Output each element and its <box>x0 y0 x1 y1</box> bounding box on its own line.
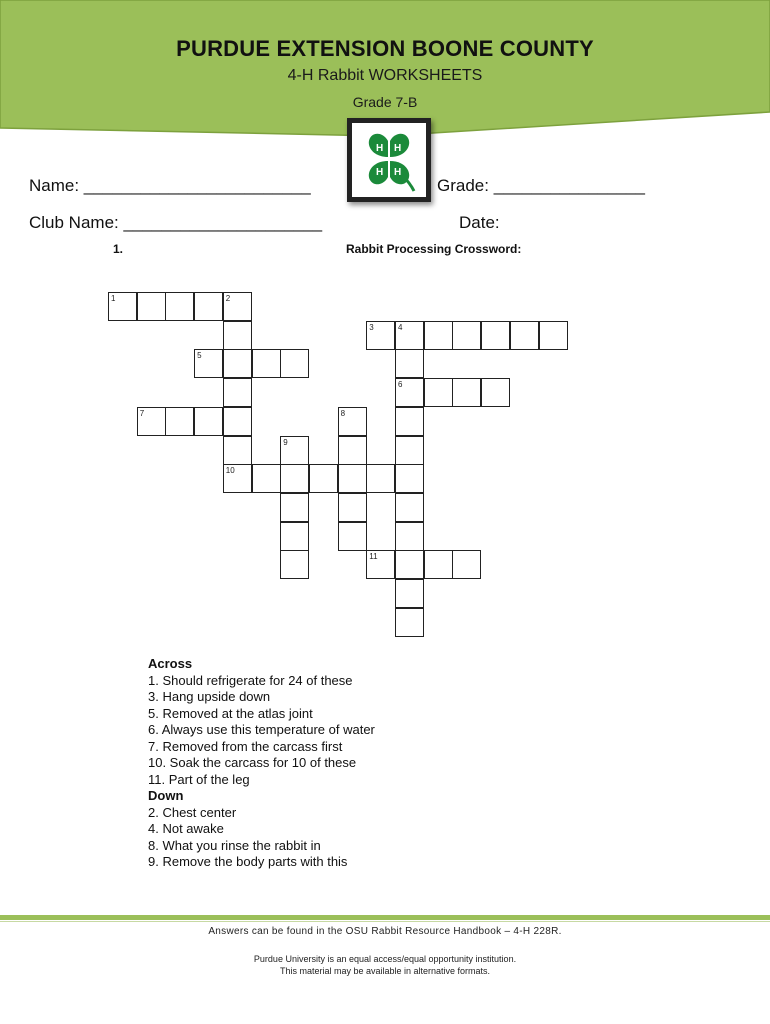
crossword-cell[interactable] <box>395 550 424 579</box>
page-title: PURDUE EXTENSION BOONE COUNTY <box>176 36 594 61</box>
svg-text:H: H <box>376 167 384 178</box>
across-clue: 10. Soak the carcass for 10 of these <box>148 755 357 770</box>
club-name-field[interactable]: Club Name: _____________________ <box>29 213 323 232</box>
across-clue: 1. Should refrigerate for 24 of these <box>148 672 353 688</box>
crossword-cell[interactable] <box>280 464 309 493</box>
crossword-cell[interactable] <box>137 407 166 436</box>
worksheet-subtitle: 4-H Rabbit WORKSHEETS <box>287 67 483 84</box>
down-clue: 8. What you rinse the rabbit in <box>148 837 321 853</box>
crossword-cell[interactable] <box>395 579 424 608</box>
crossword-cell[interactable] <box>252 464 281 493</box>
crossword-cell[interactable] <box>395 464 424 493</box>
across-clue: 7. Removed from the carcass first <box>148 738 343 754</box>
crossword-cell[interactable] <box>280 436 309 465</box>
crossword-cell[interactable] <box>194 407 223 436</box>
crossword-cell[interactable] <box>252 349 281 378</box>
crossword-cell[interactable] <box>395 378 424 407</box>
crossword-cell[interactable] <box>194 349 223 378</box>
clues-list <box>148 656 375 871</box>
across-clue: 11. Part of the leg <box>148 771 250 787</box>
crossword-cell[interactable] <box>137 292 166 321</box>
clue-number: 5 <box>197 351 202 361</box>
crossword-cell[interactable] <box>165 407 194 436</box>
crossword-cell[interactable] <box>309 464 338 493</box>
crossword-cell[interactable] <box>424 321 453 350</box>
crossword-cell[interactable] <box>338 407 367 436</box>
svg-text:H: H <box>376 143 384 154</box>
across-clue: 5. Removed at the atlas joint <box>148 705 313 721</box>
crossword-cell[interactable] <box>280 493 309 522</box>
footer-divider <box>0 915 770 920</box>
crossword-cell[interactable] <box>366 321 395 350</box>
crossword-cell[interactable] <box>194 292 223 321</box>
crossword-cell[interactable] <box>280 349 309 378</box>
crossword-cell[interactable] <box>108 292 137 321</box>
crossword-cell[interactable] <box>481 378 510 407</box>
down-clue: 2. Chest center <box>148 804 237 820</box>
footer-divider-thin <box>0 921 770 922</box>
grade-field[interactable]: Grade: ________________ <box>437 176 645 195</box>
crossword-cell[interactable] <box>223 407 252 436</box>
crossword-cell[interactable] <box>223 464 252 493</box>
crossword-cell[interactable] <box>338 464 367 493</box>
clue-number: 6 <box>398 380 403 390</box>
clue-number: 4 <box>398 322 403 332</box>
down-header: Down <box>148 788 184 803</box>
answers-note: Answers can be found in the OSU Rabbit Resource Handbook – 4-H 228R. <box>208 926 562 937</box>
down-clue: 9. Remove the body parts with this <box>148 854 348 869</box>
crossword-cell[interactable] <box>223 378 252 407</box>
puzzle-title: Rabbit Processing Crossword: <box>346 242 522 256</box>
clue-number: 11 <box>369 552 378 562</box>
crossword-cell[interactable] <box>424 550 453 579</box>
crossword-cell[interactable] <box>395 608 424 637</box>
crossword-cell[interactable] <box>338 522 367 551</box>
crossword-cell[interactable] <box>452 321 481 350</box>
clue-number: 9 <box>283 437 288 447</box>
crossword-cell[interactable] <box>165 292 194 321</box>
crossword-cell[interactable] <box>223 436 252 465</box>
across-clue: 3. Hang upside down <box>148 689 271 704</box>
question-number: 1. <box>113 242 124 256</box>
crossword-cell[interactable] <box>338 493 367 522</box>
clue-number: 8 <box>340 408 346 418</box>
crossword-cell[interactable] <box>395 321 424 350</box>
crossword-cell[interactable] <box>366 550 395 579</box>
crossword-cell[interactable] <box>539 321 568 350</box>
clue-number: 3 <box>369 322 374 332</box>
svg-text:H: H <box>394 167 402 178</box>
crossword-cell[interactable] <box>395 493 424 522</box>
name-field[interactable]: Name: ________________________ <box>29 176 311 195</box>
date-field[interactable]: Date: <box>459 213 500 232</box>
equal-opportunity-note: Purdue University is an equal access/equal opportunity institution. <box>253 954 517 964</box>
clue-number: 10 <box>225 466 235 476</box>
clue-number: 2 <box>225 294 231 303</box>
crossword-cell[interactable] <box>424 378 453 407</box>
crossword-cell[interactable] <box>366 464 395 493</box>
crossword-cell[interactable] <box>510 321 539 350</box>
crossword-cell[interactable] <box>452 378 481 407</box>
grade-level: Grade 7-B <box>352 94 418 110</box>
crossword-cell[interactable] <box>395 407 424 436</box>
crossword-cell[interactable] <box>338 436 367 465</box>
down-clue: 4. Not awake <box>148 821 224 836</box>
across-header: Across <box>148 656 193 671</box>
clue-number: 7 <box>139 408 145 418</box>
crossword-cell[interactable] <box>280 522 309 551</box>
crossword-cell[interactable] <box>223 349 252 378</box>
alt-formats-note: This material may be available in alternative formats. <box>279 966 491 976</box>
crossword-cell[interactable] <box>481 321 510 350</box>
crossword-cell[interactable] <box>452 550 481 579</box>
4-h-clover-icon <box>347 118 431 202</box>
crossword-cell[interactable] <box>395 522 424 551</box>
crossword-cell[interactable] <box>223 321 252 350</box>
crossword-cell[interactable] <box>280 550 309 579</box>
across-clue: 6. Always use this temperature of water <box>148 722 375 737</box>
svg-text:H: H <box>394 143 402 154</box>
clue-number: 1 <box>111 294 116 303</box>
crossword-cell[interactable] <box>223 292 252 321</box>
crossword-cell[interactable] <box>395 436 424 465</box>
crossword-cell[interactable] <box>395 349 424 378</box>
